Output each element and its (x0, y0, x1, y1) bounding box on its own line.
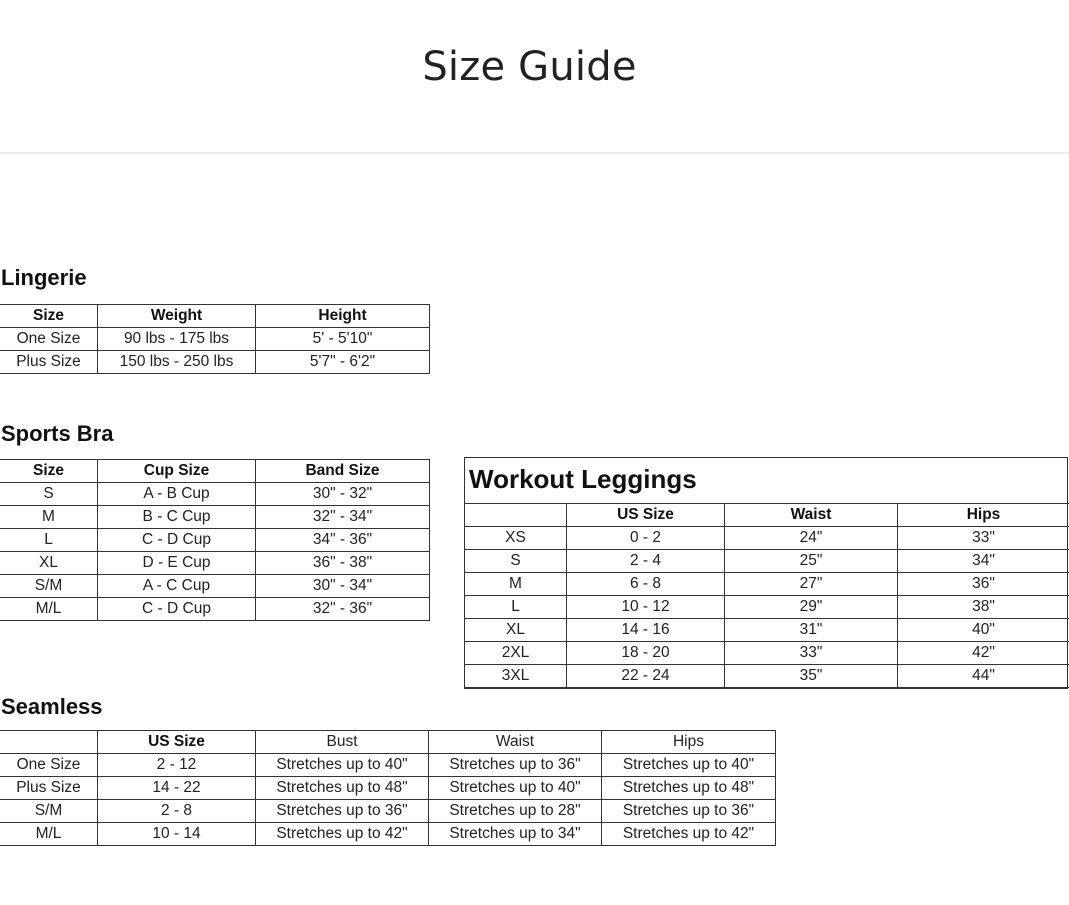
table-cell: Stretches up to 28" (429, 800, 602, 823)
table-cell: L (0, 529, 98, 552)
table-cell: XL (0, 552, 98, 575)
table-cell: 34" (898, 550, 1069, 573)
header-cell: Bust (256, 731, 429, 754)
table-cell: D - E Cup (98, 552, 256, 575)
header-cell: Waist (725, 504, 898, 527)
table-cell: Stretches up to 36" (602, 800, 776, 823)
table-row (0, 823, 776, 846)
table-row (465, 665, 1069, 688)
table-cell: Stretches up to 40" (429, 777, 602, 800)
table-cell: S/M (0, 800, 98, 823)
table-cell: 14 - 16 (567, 619, 725, 642)
table-cell: M (465, 573, 567, 596)
table-row (0, 754, 776, 777)
header-cell: Hips (898, 504, 1069, 527)
table-cell: 0 - 2 (567, 527, 725, 550)
workout-leggings-table (464, 503, 1069, 688)
table-cell: M/L (0, 823, 98, 846)
table-row (0, 777, 776, 800)
table-row (0, 598, 430, 621)
table-cell: Stretches up to 48" (602, 777, 776, 800)
workout-leggings-box (464, 457, 1068, 689)
table-cell: 30" - 32" (256, 483, 430, 506)
table-cell: 150 lbs - 250 lbs (98, 351, 256, 374)
table-cell: 32" - 34" (256, 506, 430, 529)
table-cell: 38" (898, 596, 1069, 619)
table-cell: One Size (0, 754, 98, 777)
table-cell: B - C Cup (98, 506, 256, 529)
table-cell: A - C Cup (98, 575, 256, 598)
table-cell: Stretches up to 40" (602, 754, 776, 777)
table-row (465, 527, 1069, 550)
table-cell: One Size (0, 328, 98, 351)
table-cell: 25" (725, 550, 898, 573)
table-cell: 2 - 8 (98, 800, 256, 823)
seamless-title: Seamless (1, 694, 103, 719)
table-header-row (465, 504, 1069, 527)
table-cell: 22 - 24 (567, 665, 725, 688)
table-cell: 2XL (465, 642, 567, 665)
table-row (465, 550, 1069, 573)
header-cell: Height (256, 305, 430, 328)
table-cell: 90 lbs - 175 lbs (98, 328, 256, 351)
table-cell: 6 - 8 (567, 573, 725, 596)
table-cell: C - D Cup (98, 598, 256, 621)
table-cell: 36" - 38" (256, 552, 430, 575)
table-cell: 18 - 20 (567, 642, 725, 665)
table-cell: 14 - 22 (98, 777, 256, 800)
header-divider (0, 152, 1069, 154)
table-cell: 5' - 5'10" (256, 328, 430, 351)
table-cell: A - B Cup (98, 483, 256, 506)
table-header-row (0, 305, 430, 328)
table-cell: S (465, 550, 567, 573)
table-cell: 44" (898, 665, 1069, 688)
table-cell: 27" (725, 573, 898, 596)
table-row (0, 351, 430, 374)
header-cell: US Size (98, 731, 256, 754)
table-cell: M (0, 506, 98, 529)
table-cell: Stretches up to 40" (256, 754, 429, 777)
table-cell: Plus Size (0, 777, 98, 800)
table-cell: Stretches up to 34" (429, 823, 602, 846)
table-cell: 33" (898, 527, 1069, 550)
table-cell: 32" - 36" (256, 598, 430, 621)
table-row (0, 575, 430, 598)
header-cell: Weight (98, 305, 256, 328)
table-cell: L (465, 596, 567, 619)
table-cell: 42" (898, 642, 1069, 665)
seamless-table (0, 730, 776, 846)
table-cell: 36" (898, 573, 1069, 596)
header-cell: Band Size (256, 460, 430, 483)
table-row (0, 800, 776, 823)
table-header-row (0, 460, 430, 483)
table-cell: XL (465, 619, 567, 642)
lingerie-table (0, 304, 430, 374)
table-cell: 30" - 34" (256, 575, 430, 598)
table-cell: Plus Size (0, 351, 98, 374)
page-title: Size Guide (422, 44, 637, 90)
table-cell: Stretches up to 48" (256, 777, 429, 800)
table-cell: S (0, 483, 98, 506)
table-cell: Stretches up to 42" (602, 823, 776, 846)
table-cell: 33" (725, 642, 898, 665)
table-cell: 2 - 12 (98, 754, 256, 777)
header-cell: Waist (429, 731, 602, 754)
table-cell: 34" - 36" (256, 529, 430, 552)
table-row (465, 619, 1069, 642)
header-cell: Size (0, 460, 98, 483)
table-cell: 31" (725, 619, 898, 642)
table-cell: C - D Cup (98, 529, 256, 552)
table-row (465, 573, 1069, 596)
table-header-row (0, 731, 776, 754)
table-cell: 2 - 4 (567, 550, 725, 573)
table-cell: Stretches up to 36" (256, 800, 429, 823)
table-cell: M/L (0, 598, 98, 621)
sports-bra-table (0, 459, 430, 621)
header-cell: US Size (567, 504, 725, 527)
table-row (0, 506, 430, 529)
table-cell: 40" (898, 619, 1069, 642)
table-cell: Stretches up to 36" (429, 754, 602, 777)
table-cell: 5'7" - 6'2" (256, 351, 430, 374)
table-cell: 35" (725, 665, 898, 688)
table-cell: 10 - 12 (567, 596, 725, 619)
table-cell: 3XL (465, 665, 567, 688)
lingerie-title: Lingerie (1, 265, 87, 290)
table-cell: Stretches up to 42" (256, 823, 429, 846)
header-cell (0, 731, 98, 754)
table-row (0, 483, 430, 506)
header-cell (465, 504, 567, 527)
table-cell: 10 - 14 (98, 823, 256, 846)
sports-bra-title: Sports Bra (1, 421, 114, 446)
header-cell: Cup Size (98, 460, 256, 483)
header-cell: Hips (602, 731, 776, 754)
header-cell: Size (0, 305, 98, 328)
workout-leggings-title: Workout Leggings (469, 464, 697, 494)
table-row (465, 596, 1069, 619)
table-row (465, 642, 1069, 665)
table-cell: S/M (0, 575, 98, 598)
table-cell: 24" (725, 527, 898, 550)
table-row (0, 529, 430, 552)
table-row (0, 328, 430, 351)
table-row (0, 552, 430, 575)
table-cell: XS (465, 527, 567, 550)
table-cell: 29" (725, 596, 898, 619)
